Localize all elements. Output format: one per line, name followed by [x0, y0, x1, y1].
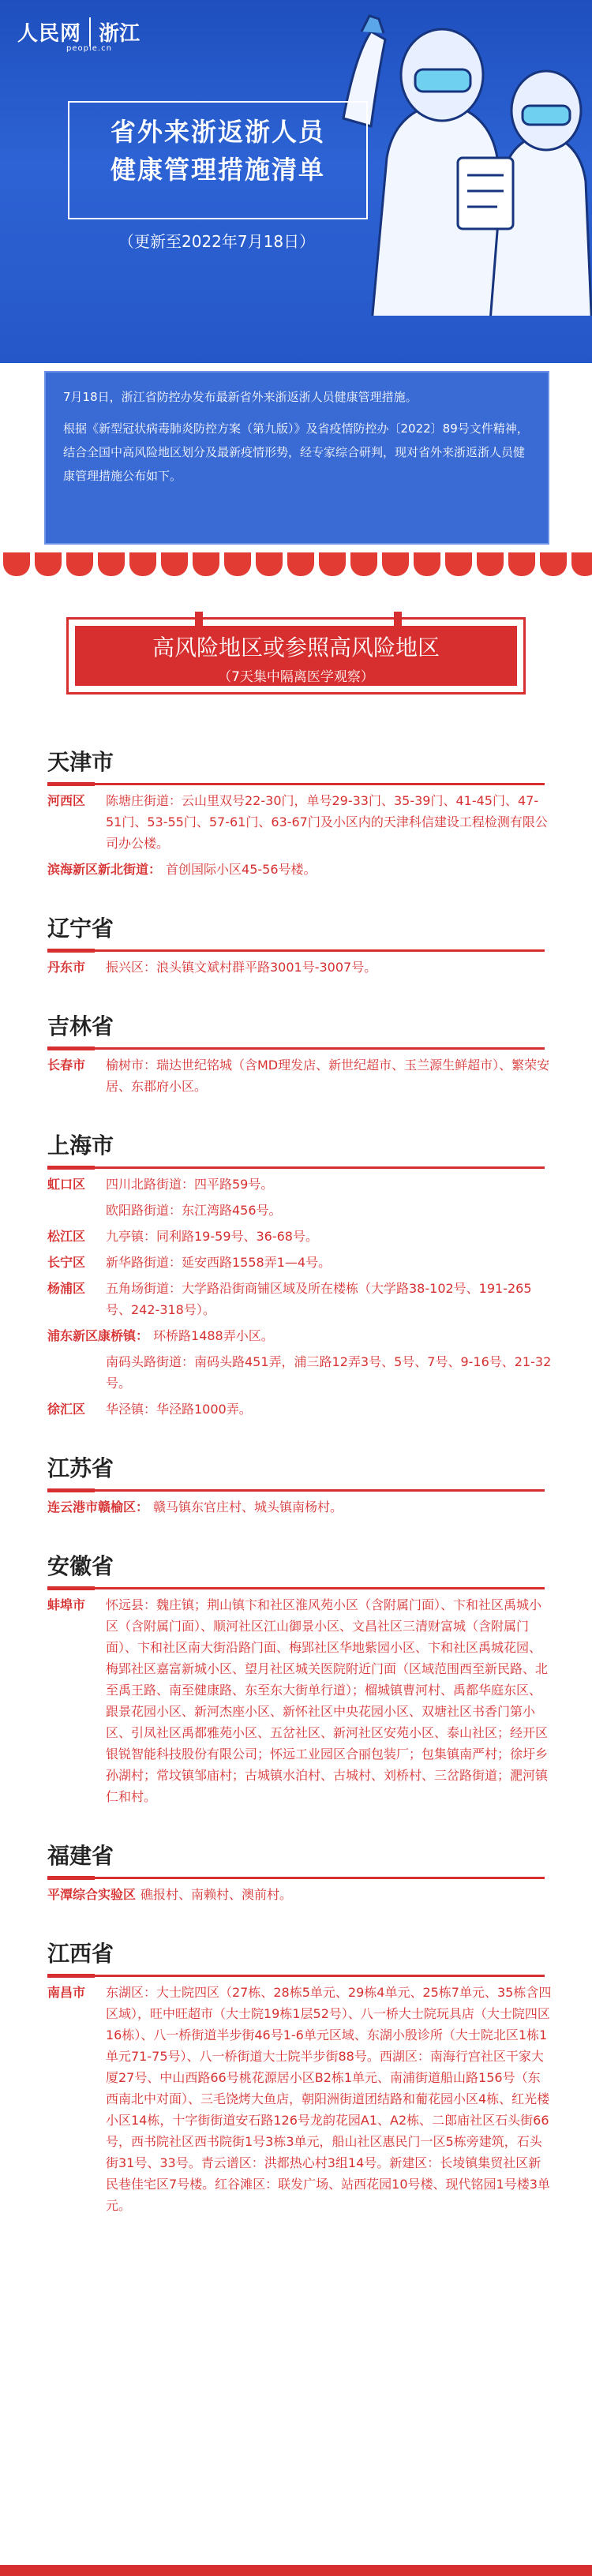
province-divider [47, 1587, 545, 1589]
banner-inner [75, 626, 517, 686]
area-city: 徐汇区 [47, 1402, 86, 1417]
province-section [47, 1839, 553, 1905]
area-detail: 南码头路街道：南码头路451弄，浦三路12弄3号、5号、7号、9-16号、21-32号。 [106, 1354, 552, 1391]
page-title-line1: 省外来浙返浙人员 [110, 117, 325, 147]
area-detail: 振兴区：浪头镇文斌村群平路3001号-3007号。 [106, 960, 377, 975]
scallop-tab [193, 552, 219, 576]
notice-paragraph-1: 7月18日，浙江省防控办发布最新省外来浙返浙人员健康管理措施。 [63, 390, 418, 404]
area-city [47, 1351, 95, 1394]
scallop-tab [319, 552, 346, 576]
title-box [68, 101, 368, 219]
province-divider [47, 949, 545, 952]
province-section [47, 912, 553, 978]
area-detail: 新华路街道：延安西路1558弄1—4号。 [106, 1255, 332, 1270]
footer-bar [0, 2565, 592, 2576]
province-list [47, 710, 553, 2216]
province-name: 天津市 [47, 749, 114, 775]
area-city: 长宁区 [47, 1255, 86, 1270]
province-section [47, 1451, 553, 1518]
scallop-tab [477, 552, 504, 576]
area-row [47, 1351, 553, 1394]
province-divider [47, 783, 545, 785]
area-row [47, 1226, 553, 1247]
province-section [47, 745, 553, 880]
area-city: 河西区 [47, 793, 86, 808]
province-name: 福建省 [47, 1843, 114, 1869]
area-detail: 赣马镇东官庄村、城头镇南杨村。 [153, 1500, 343, 1515]
area-detail: 陈塘庄街道：云山里双号22-30门，单号29-33门、35-39门、41-45门、47-51门、53-55门、57-61门、63-67门及小区内的天津科信建设工程检测有限公司办公楼。 [106, 793, 548, 851]
area-row [47, 1594, 553, 1807]
area-city: 长春市 [47, 1058, 86, 1073]
scallop-tab [161, 552, 188, 576]
area-city: 丹东市 [47, 960, 86, 975]
logo-text: 人民网 [17, 22, 82, 46]
risk-banner [66, 617, 526, 695]
area-row [47, 859, 553, 880]
area-row [47, 1200, 553, 1221]
area-row [47, 1252, 553, 1273]
banner-pin [394, 612, 402, 626]
scallop-tab [540, 552, 567, 576]
page-title-line2: 健康管理措施清单 [110, 155, 325, 185]
province-divider [47, 1047, 545, 1050]
scallop-tab [287, 552, 314, 576]
province-section [47, 1009, 553, 1097]
area-row [47, 957, 553, 978]
region-label: 浙江 [89, 17, 140, 47]
area-city: 南昌市 [47, 1985, 86, 2000]
area-detail: 欧阳路街道：东江湾路456号。 [106, 1203, 282, 1218]
area-row [47, 1398, 553, 1420]
area-row [47, 1278, 553, 1320]
scallop-tab [98, 552, 125, 576]
scallop-tab [508, 552, 535, 576]
scallop-tab [35, 552, 62, 576]
province-name: 江西省 [47, 1941, 114, 1967]
area-detail: 四川北路街道：四平路59号。 [106, 1177, 274, 1192]
area-row [47, 1982, 553, 2216]
province-section [47, 1937, 553, 2216]
medical-workers-illustration [339, 0, 592, 316]
scallop-tab [571, 552, 592, 576]
scallop-tab [129, 552, 156, 576]
area-detail: 九亭镇：同利路19-59号、36-68号。 [106, 1229, 318, 1244]
province-name: 江苏省 [47, 1455, 114, 1481]
area-detail: 五角场街道：大学路沿街商铺区域及所在楼栋（大学路38-102号、191-265号、242-318号）。 [106, 1281, 532, 1317]
province-name: 安徽省 [47, 1553, 114, 1579]
scallop-tab [382, 552, 409, 576]
area-city: 连云港市赣榆区： [47, 1500, 149, 1515]
province-divider [47, 1877, 545, 1879]
area-city: 浦东新区康桥镇： [47, 1328, 149, 1343]
area-row [47, 1884, 553, 1905]
province-name: 上海市 [47, 1133, 114, 1159]
decorative-scallop [0, 552, 592, 578]
province-divider [47, 1166, 545, 1169]
area-city [47, 1200, 95, 1221]
header-hero [0, 0, 592, 363]
area-city: 平潭综合实验区 [47, 1887, 137, 1902]
area-row [47, 1174, 553, 1195]
logo [17, 17, 141, 53]
area-city: 蚌埠市 [47, 1597, 86, 1612]
area-city: 松江区 [47, 1229, 86, 1244]
area-row [47, 1325, 553, 1346]
area-detail: 怀远县：魏庄镇；荆山镇卞和社区淮风苑小区（含附属门面）、卞和社区禹城小区（含附属门面）、顺河社区江山御景小区、文昌社区三清财富城（含附属门面）、卞和社区南大街沿路门面、梅郢社区华地紫园小区、卞和社区禹城花园、梅郢社区嘉富新城小区、望月社区城关医院附近门面（区域范围西至新民路、北至禹王路、南至健康路、东至东大街单行道）；榴城镇曹河村、禹都华庭东区、跟景花园小区、新河杰座小区、新怀社区中央花园小区、双塘社区书香门第小区、引凤社区禹都雅苑小区、五岔社区、新河社区安苑小区、泰山社区；经开区银锐智能科技股份有限公司；怀远工业园区合丽包装厂；包集镇南严村；徐圩乡孙湖村；常坟镇邹庙村；古城镇水泊村、古城村、刘桥村、三岔路街道；淝河镇仁和村。 [106, 1597, 549, 1804]
scallop-tab [350, 552, 377, 576]
notice-box [44, 371, 549, 545]
area-city: 杨浦区 [47, 1281, 86, 1296]
province-name: 吉林省 [47, 1013, 114, 1039]
area-row [47, 1054, 553, 1097]
scallop-tab [414, 552, 440, 576]
area-detail: 华泾镇：华泾路1000弄。 [106, 1402, 252, 1417]
area-detail: 榆树市：瑞达世纪铭城（含MD理发店、新世纪超市、玉兰源生鲜超市）、繁荣安居、东郡府小区。 [106, 1058, 550, 1094]
update-date: （更新至2022年7月18日） [118, 232, 316, 251]
banner-pin [195, 612, 203, 626]
province-section [47, 1129, 553, 1420]
province-name: 辽宁省 [47, 915, 114, 942]
scallop-tab [3, 552, 30, 576]
area-row [47, 1496, 553, 1518]
area-detail: 礁报村、南赖村、澳前村。 [141, 1887, 293, 1902]
area-city: 滨海新区新北街道： [47, 862, 162, 877]
area-detail: 环桥路1488弄小区。 [153, 1328, 274, 1343]
province-section [47, 1549, 553, 1807]
banner-subtitle: （7天集中隔离医学观察） [218, 669, 374, 685]
scallop-tab [256, 552, 283, 576]
area-city: 虹口区 [47, 1177, 86, 1192]
scallop-tab [224, 552, 251, 576]
scallop-tab [445, 552, 472, 576]
province-divider [47, 1975, 545, 1977]
scallop-tab [66, 552, 93, 576]
banner-title: 高风险地区或参照高风险地区 [152, 635, 440, 661]
logo-site: people.cn [66, 44, 112, 53]
notice-paragraph-2: 根据《新型冠状病毒肺炎防控方案（第九版）》及省疫情防控办〔2022〕89号文件精神，结合全国中高风险地区划分及最新疫情形势，经专家综合研判，现对省外来浙返浙人员健康管理措施公布如下。 [63, 421, 529, 483]
area-detail: 东湖区：大士院四区（27栋、28栋5单元、29栋4单元、25栋7单元、35栋含四区域），旺中旺超市（大士院19栋1层52号）、八一桥大士院玩具店（大士院四区16栋）、八一桥街道半步街46号1-6单元区域、东湖小殷诊所（大士院北区1栋1单元71-75号）、八一桥街道大士院半步街88号。西湖区：南海行宫社区干家大厦27号、中山西路66号桃花源居小区B2栋1单元、南浦街道船山路156号（东西南北中对面）、三毛饶烤大鱼店，朝阳洲街道团结路和葡花园小区4栋、红光楼小区14栋，十字街街道安石路126号龙韵花园A1、A2栋、二郎庙社区石头街66号，西书院社区西书院街1号3栋3单元，船山社区惠民门一区5栋旁建筑，石头街31号、33号。青云谱区：洪都热心村3组14号。新建区：长堎镇集贸社区新民巷佳宅区7号楼。红谷滩区：联发广场、站西花园10号楼、现代铭园1号楼3单元。 [106, 1985, 552, 2213]
area-row [47, 790, 553, 854]
province-divider [47, 1489, 545, 1492]
area-detail: 首创国际小区45-56号楼。 [166, 862, 317, 877]
